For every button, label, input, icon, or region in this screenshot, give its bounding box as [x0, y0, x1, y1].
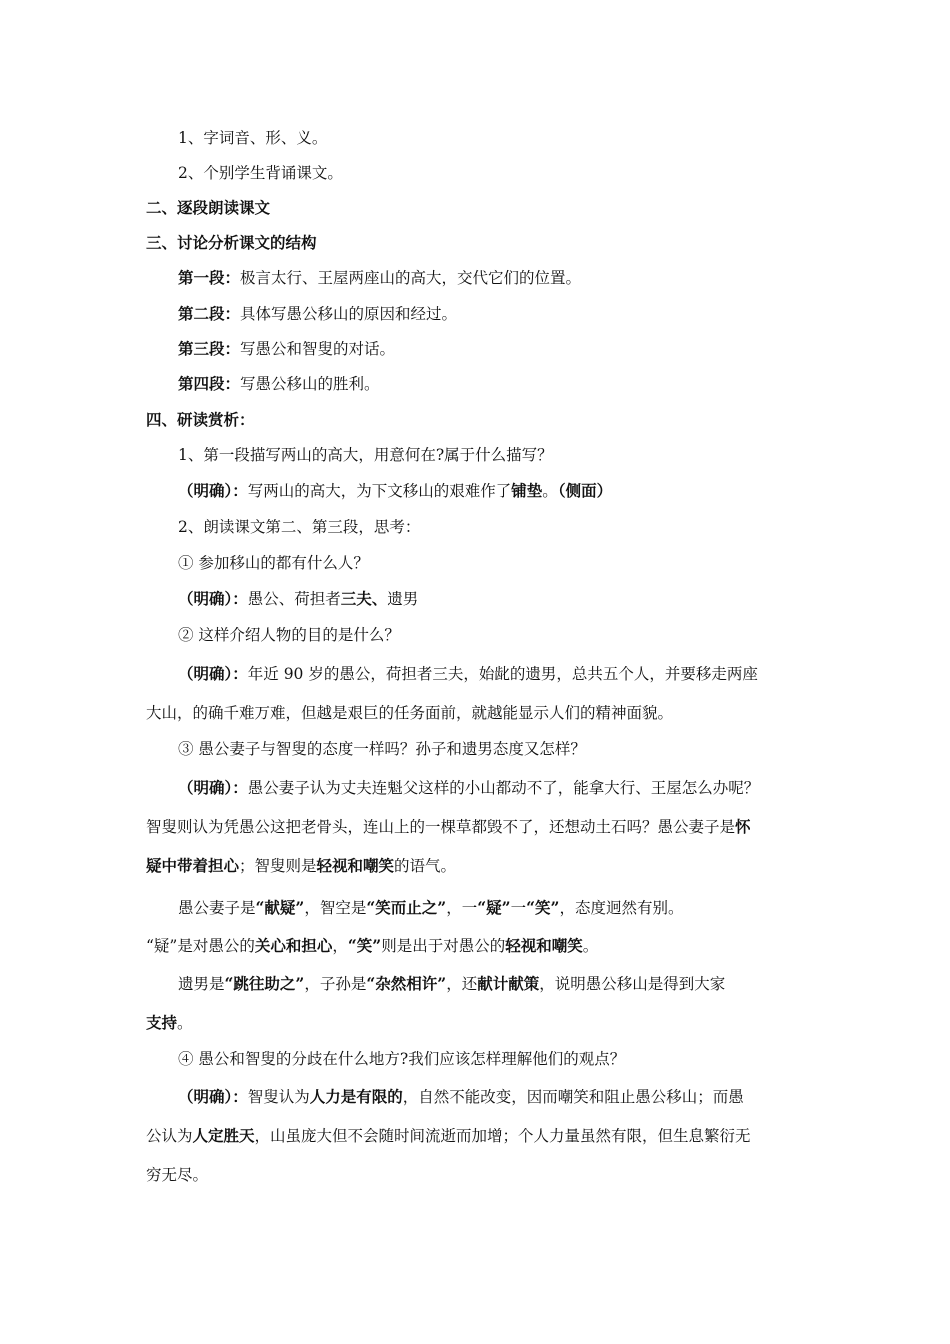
text: 极言太行、王屋两座山的高大，交代它们的位置。	[240, 269, 582, 287]
answer-2-1	[178, 589, 418, 609]
text: ，还	[446, 975, 478, 993]
answer-2-4	[178, 1087, 744, 1107]
text: 愚公、荷担者	[247, 590, 341, 608]
emphasis: 关心和担心	[254, 936, 333, 955]
emphasis: “笑”	[526, 898, 560, 917]
heading-3	[146, 233, 317, 253]
text: 智叟认为	[247, 1088, 310, 1106]
text: ③ 愚公妻子与智叟的态度一样吗？孙子和遗男态度又怎样？	[178, 740, 586, 758]
label: （明确）：	[178, 589, 248, 608]
text: 愚公妻子认为丈夫连魁父这样的小山都动不了，能拿大行、王屋怎么办呢？	[247, 779, 760, 797]
heading-text: 二、逐段朗读课文	[146, 198, 271, 217]
text: 公认为	[146, 1127, 193, 1145]
text: 则是出于对愚公的	[381, 937, 506, 955]
heading-text: 三、讨论分析课文的结构	[146, 233, 317, 252]
emphasis: 铺垫	[511, 481, 543, 500]
text: 1、第一段描写两山的高大，用意何在?属于什么描写？	[178, 446, 553, 464]
emphasis: 献计献策	[477, 974, 540, 993]
text: 穷无尽。	[146, 1166, 209, 1184]
text: ④ 愚公和智叟的分歧在什么地方?我们应该怎样理解他们的观点？	[178, 1050, 626, 1068]
text: ，态度迥然有别。	[559, 899, 684, 917]
text: ，子孙是	[304, 975, 367, 993]
label: 第二段：	[178, 304, 241, 323]
question-2-3	[178, 739, 586, 759]
text: 。	[542, 482, 558, 500]
text: ，说明愚公移山是得到大家	[539, 975, 726, 993]
emphasis: 人力是有限的	[309, 1087, 403, 1106]
text: ，一	[446, 899, 478, 917]
paragraph-7-cont	[146, 1013, 193, 1033]
text: ，山虽庞大但不会随时间流逝而加增；个人力量虽然有限，但生息繁衍无	[254, 1127, 751, 1145]
heading-2	[146, 198, 270, 218]
paragraph-5	[178, 898, 683, 918]
text: 年近 90 岁的愚公，荷担者三夫，始龀的遗男，总共五个人，并要移走两座	[247, 665, 758, 683]
emphasis: “跳往助之”	[224, 974, 305, 993]
emphasis: 轻视和嘲笑	[505, 936, 583, 955]
question-1	[178, 445, 553, 465]
paragraph-6	[146, 936, 598, 956]
label: （明确）：	[178, 1087, 248, 1106]
label: 第四段：	[178, 374, 241, 393]
answer-1	[178, 481, 612, 501]
emphasis: “献疑”	[255, 898, 305, 917]
question-2	[178, 517, 420, 537]
text: 智叟则认为凭愚公这把老骨头，连山上的一棵草都毁不了，还想动土石吗？愚公妻子是	[146, 818, 736, 836]
emphasis: “笑而止之”	[366, 898, 447, 917]
paragraph-2-summary	[178, 304, 457, 324]
text: 写两山的高大，为下文移山的艰难作了	[247, 482, 512, 500]
text: ；智叟则是	[239, 857, 317, 875]
label: 第三段：	[178, 339, 241, 358]
answer-2-3-cont-1	[146, 817, 751, 837]
text: 的语气。	[394, 857, 457, 875]
label: （明确）：	[178, 664, 248, 683]
text: 一	[510, 899, 527, 917]
question-2-4	[178, 1049, 625, 1069]
text: 具体写愚公移山的原因和经过。	[240, 305, 458, 323]
text: 2、朗读课文第二、第三段，思考：	[178, 518, 421, 536]
emphasis: “笑”	[347, 936, 382, 955]
text: ，智空是	[304, 899, 367, 917]
text: ，自然不能改变，因而嘲笑和阻止愚公移山；而愚	[402, 1088, 744, 1106]
question-2-2	[178, 625, 400, 645]
text: 大山，的确千难万难，但越是艰巨的任务面前，就越能显示人们的精神面貌。	[146, 704, 674, 722]
label: （明确）：	[178, 778, 248, 797]
answer-2-4-cont-1	[146, 1126, 751, 1146]
paragraph-1-summary	[178, 268, 581, 288]
line-2	[178, 163, 343, 183]
text: 1、字词音、形、义。	[178, 129, 328, 147]
emphasis: 支持	[146, 1013, 178, 1032]
heading-text: 四、研读赏析：	[146, 410, 255, 429]
text: ② 这样介绍人物的目的是什么？	[178, 626, 400, 644]
answer-2-2	[178, 664, 758, 684]
paragraph-7	[178, 974, 725, 994]
text: 愚公妻子是	[178, 899, 256, 917]
answer-2-3-cont-2	[146, 856, 456, 876]
text: ① 参加移山的都有什么人？	[178, 554, 369, 572]
question-2-1	[178, 553, 369, 573]
emphasis: 疑中带着担心	[146, 856, 240, 875]
paragraph-4-summary	[178, 374, 380, 394]
text: 遗男	[387, 590, 419, 608]
emphasis: 怀	[735, 817, 751, 836]
emphasis: “杂然相许”	[366, 974, 447, 993]
text: 遗男是	[178, 975, 225, 993]
line-1	[178, 128, 327, 148]
label: 第一段：	[178, 268, 241, 287]
heading-4	[146, 410, 255, 430]
emphasis: 人定胜天	[192, 1126, 255, 1145]
text: “疑”是对愚公的	[146, 937, 255, 955]
text: 。	[582, 937, 599, 955]
answer-2-3	[178, 778, 759, 798]
text: 写愚公和智叟的对话。	[240, 340, 396, 358]
text: 。	[177, 1014, 193, 1032]
text: 2、个别学生背诵课文。	[178, 164, 343, 182]
text: 写愚公移山的胜利。	[240, 375, 380, 393]
answer-2-4-cont-2	[146, 1165, 208, 1185]
answer-2-2-cont	[146, 703, 673, 723]
emphasis: “疑”	[477, 898, 511, 917]
paragraph-3-summary	[178, 339, 395, 359]
text: ，	[332, 937, 348, 955]
emphasis: 轻视和嘲笑	[316, 856, 395, 875]
emphasis: 三夫、	[340, 589, 388, 608]
label: （明确）：	[178, 481, 248, 500]
emphasis: （侧面）	[557, 481, 613, 500]
